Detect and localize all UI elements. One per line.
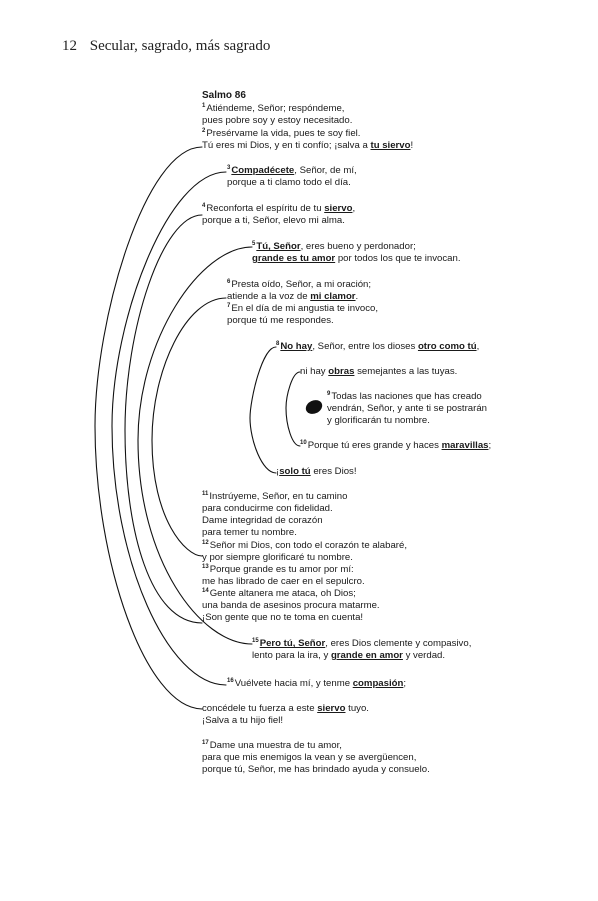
- verse-15-line-2: lento para la ira, y grande en amor y verdad.: [252, 650, 446, 661]
- verse-6-line-1: $^6$Presta oído, Señor, a mi oración;: [227, 278, 372, 290]
- verse-9-line-3: y glorificarán tu nombre.: [327, 415, 430, 426]
- verse-17-line-1: $^{17}$Dame una muestra de tu amor,: [202, 739, 342, 751]
- verse-9-line-2: vendrán, Señor, y ante ti se postrarán: [327, 403, 487, 414]
- bracket-siervo-outer: [95, 147, 202, 709]
- verse-8-line-2: ni hay obras semejantes a las tuyas.: [300, 366, 458, 377]
- bracket-siervo-inner: [125, 215, 202, 623]
- verse-7-line-1: $^7$En el día de mi angustia te invoco,: [227, 302, 379, 314]
- verse-2-line-2: Tú eres mi Dios, y en ti confío; ¡salva a tu siervo!: [202, 140, 414, 151]
- verse-14-line-2: una banda de asesinos procura matarme.: [202, 600, 380, 611]
- verse-12-line-2: y por siempre glorificaré tu nombre.: [202, 552, 353, 563]
- psalm-title: Salmo 86: [202, 90, 246, 101]
- verse-5-line-2: grande es tu amor por todos los que te invocan.: [252, 253, 461, 264]
- verse-16-line-3: ¡Salva a tu hijo fiel!: [202, 715, 284, 726]
- verse-11-line-3: Dame integridad de corazón: [202, 515, 323, 526]
- verse-15-line-1: $^{15}$Pero tú, Señor, eres Dios clemente y compasivo,: [252, 637, 472, 649]
- running-title: Secular, sagrado, más sagrado: [89, 38, 271, 54]
- verse-13-line-1: $^{13}$Porque grande es tu amor por mí:: [202, 563, 354, 575]
- verse-11-line-4: para temer tu nombre.: [202, 527, 297, 538]
- verse-4-line-1: $^4$Reconforta el espíritu de tu siervo,: [202, 202, 356, 214]
- verse-17-line-2: para que mis enemigos la vean y se avergüencen,: [202, 752, 417, 763]
- verse-14-line-3: ¡Son gente que no te toma en cuenta!: [202, 612, 364, 623]
- verse-14-line-1: $^{14}$Gente altanera me ataca, oh Dios;: [202, 587, 356, 599]
- verse-17-line-3: porque tú, Señor, me has brindado ayuda y consuelo.: [202, 764, 430, 775]
- verse-10-line-1: $^{10}$Porque tú eres grande y haces maravillas;: [300, 439, 492, 451]
- verse-11-line-2: para conducirme con fidelidad.: [202, 503, 333, 514]
- verse-3-line-2: porque a ti clamo todo el día.: [227, 177, 351, 188]
- verse-2-line-1: $^2$Presérvame la vida, pues te soy fiel.: [202, 127, 361, 139]
- verse-10-line-2: ¡solo tú eres Dios!: [276, 466, 357, 477]
- verse-16-line-2: concédele tu fuerza a este siervo tuyo.: [202, 703, 369, 714]
- verse-5-line-1: $^5$Tú, Señor, eres bueno y perdonador;: [252, 240, 416, 252]
- verse-3-line-1: $^3$Compadécete, Señor, de mí,: [227, 164, 357, 176]
- verse-4-line-2: porque a ti, Señor, elevo mi alma.: [202, 215, 345, 226]
- verse-16-line-1: $^{16}$Vuélvete hacia mí, y tenme compasión;: [227, 677, 407, 689]
- verse-8-line-1: $^8$No hay, Señor, entre los dioses otro como tú,: [276, 340, 480, 352]
- bracket-obras: [286, 372, 300, 446]
- verse-9-line-1: $^9$Todas las naciones que has creado: [327, 390, 482, 402]
- page-number: 12: [62, 38, 77, 54]
- center-dot: [304, 398, 325, 417]
- verse-1-line-2: pues pobre soy y estoy necesitado.: [202, 115, 353, 126]
- verse-7-line-2: porque tú me respondes.: [227, 315, 334, 326]
- verse-12-line-1: $^{12}$Señor mi Dios, con todo el corazón te alabaré,: [202, 539, 408, 551]
- verse-1-line-1: $^1$Atiéndeme, Señor; respóndeme,: [202, 102, 345, 114]
- verse-11-line-1: $^{11}$Instrúyeme, Señor, en tu camino: [202, 490, 348, 502]
- verse-6-line-2: atiende a la voz de mi clamor.: [227, 291, 359, 302]
- bracket-no-hay: [250, 347, 276, 473]
- verse-13-line-2: me has librado de caer en el sepulcro.: [202, 576, 365, 587]
